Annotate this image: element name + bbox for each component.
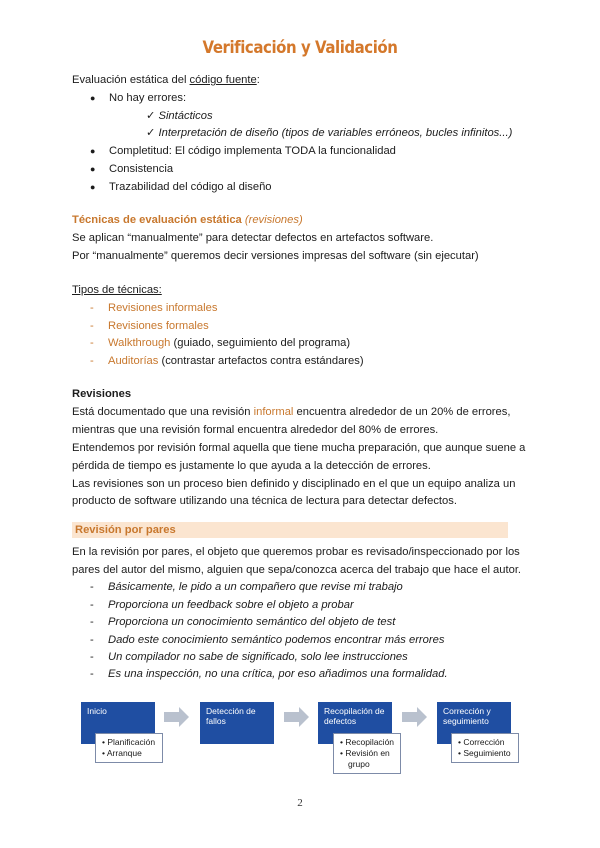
dash-icon: - (90, 651, 94, 663)
text-segment: Está documentado que una revisión (72, 406, 254, 418)
paragraph-line: En la revisión por pares, el objeto que queremos probar es revisado/inspeccionado por los (72, 546, 520, 558)
dash-icon: - (90, 355, 94, 367)
list-item-text: Consistencia (109, 163, 174, 175)
list-item-text: Proporciona un feedback sobre el objeto a probar (108, 599, 354, 611)
list-item (90, 300, 217, 316)
stage-title: Inicio (87, 706, 107, 716)
stage-title-line: Corrección y (443, 706, 491, 716)
paragraph-line: Por “manualmente” queremos decir versiones impresas del software (sin ejecutar) (72, 250, 479, 262)
text-highlight: informal (253, 406, 294, 418)
bullet-icon: • (340, 737, 343, 747)
types-heading: Tipos de técnicas: (72, 284, 162, 296)
stage-title-line: Detección de (206, 706, 256, 716)
bullet-icon: • (102, 737, 105, 747)
paragraph-line: Las revisiones son un proceso bien definido y disciplinado en el que un equipo analiza un (72, 478, 516, 490)
stage-inicio-subitems (95, 733, 163, 763)
heading-italic: (revisiones) (244, 214, 303, 226)
subitem-text: Seguimiento (463, 748, 511, 758)
arrow-right-icon (284, 707, 310, 727)
subitem (458, 737, 514, 748)
section-heading-revisiones: Revisiones (72, 388, 132, 400)
check-item (146, 125, 512, 141)
subitem-text: Planificación (107, 737, 156, 747)
list-item-text: Básicamente, le pido a un compañero que revise mi trabajo (108, 581, 403, 593)
paragraph-line: pares del autor del mismo, alguien que sepa/conozca acerca del trabajo que hace el autor. (72, 564, 522, 576)
list-item (90, 666, 448, 682)
subitem (340, 737, 396, 748)
stage-title-line: defectos (324, 716, 357, 726)
check-item-text: Sintácticos (158, 110, 213, 122)
list-item-name: Auditorías (108, 355, 159, 367)
list-item (90, 179, 272, 195)
checkmark-icon: ✓ (146, 110, 156, 122)
paragraph-line (72, 404, 510, 420)
list-item-desc: (guiado, seguimiento del programa) (170, 337, 351, 349)
intro-line (72, 72, 260, 88)
check-item (146, 108, 213, 124)
check-item-text: Interpretación de diseño (tipos de variables erróneos, bucles infinitos...) (158, 127, 513, 139)
checkmark-icon: ✓ (146, 127, 156, 139)
paragraph-line: mientras que una revisión formal encuentra alrededor del 80% de errores. (72, 424, 439, 436)
arrow-right-icon (402, 707, 428, 727)
bullet-icon: ● (90, 93, 96, 103)
paragraph-line: Entendemos por revisión formal aquella que tiene mucha preparación, que aunque suene a (72, 442, 526, 454)
stage-correccion-subitems (451, 733, 519, 763)
bullet-icon: • (458, 737, 461, 747)
list-item-text: Dado este conocimiento semántico podemos encontrar más errores (108, 634, 445, 646)
paragraph-line: Se aplican “manualmente” para detectar defectos en artefactos software. (72, 232, 434, 244)
subitem-text: Revisión en (345, 748, 390, 758)
page-number: 2 (297, 797, 303, 809)
list-item-text: Trazabilidad del código al diseño (109, 181, 272, 193)
text-segment: encuentra alrededor de un 20% de errores, (293, 406, 511, 418)
stage-title-line: fallos (206, 716, 226, 726)
list-item (90, 597, 354, 613)
section-heading-techniques (72, 212, 303, 228)
stage-title-line: Recopilación de (324, 706, 385, 716)
list-item-text: Es una inspección, no una crítica, por eso añadimos una formalidad. (108, 668, 448, 680)
dash-icon: - (90, 599, 94, 611)
list-item-text: Proporciona un conocimiento semántico del objeto de test (108, 616, 396, 628)
list-item (90, 90, 186, 106)
dash-icon: - (90, 320, 94, 332)
intro-suffix: : (256, 74, 260, 86)
subitem-text-cont: grupo (348, 759, 370, 769)
subitem (458, 748, 514, 759)
dash-icon: - (90, 302, 94, 314)
list-item-desc: (contrastar artefactos contra estándares) (158, 355, 364, 367)
bullet-icon: ● (90, 164, 96, 174)
subitem-text: Corrección (463, 737, 505, 747)
arrow-right-icon (164, 707, 190, 727)
list-item-text: Completitud: El código implementa TODA la funcionalidad (109, 145, 396, 157)
stage-deteccion (200, 702, 274, 744)
list-item (90, 579, 403, 595)
dash-icon: - (90, 337, 94, 349)
stage-title-line: seguimiento (443, 716, 489, 726)
heading-text: Técnicas de evaluación estática (72, 214, 242, 226)
bullet-icon: ● (90, 146, 96, 156)
section-heading-pares: Revisión por pares (75, 524, 176, 536)
list-item (90, 143, 396, 159)
intro-underlined: código fuente (189, 74, 257, 86)
bullet-icon: • (340, 748, 343, 758)
bullet-icon: ● (90, 182, 96, 192)
subitem (340, 748, 396, 759)
subitem-text: Recopilación (345, 737, 395, 747)
list-item (90, 353, 364, 369)
list-item (90, 318, 209, 334)
list-item-name: Walkthrough (108, 337, 171, 349)
list-item (90, 649, 408, 665)
list-item-text: Revisiones formales (108, 320, 209, 332)
dash-icon: - (90, 634, 94, 646)
dash-icon: - (90, 616, 94, 628)
list-item (90, 632, 444, 648)
stage-recopilacion-subitems (333, 733, 401, 774)
list-item-text: Revisiones informales (108, 302, 218, 314)
paragraph-line: pérdida de tiempo es justamente lo que ayuda a la detección de errores. (72, 460, 431, 472)
paragraph-line: producto de software utilizando una técnica de lectura para detectar defectos. (72, 495, 457, 507)
subitem (102, 737, 158, 748)
list-item-text: No hay errores: (109, 92, 187, 104)
page-title: Verificación y Validación (202, 38, 398, 58)
list-item (90, 614, 395, 630)
subitem (102, 748, 158, 759)
intro-prefix: Evaluación estática del (72, 74, 190, 86)
bullet-icon: • (458, 748, 461, 758)
dash-icon: - (90, 668, 94, 680)
bullet-icon: • (102, 748, 105, 758)
list-item (90, 161, 173, 177)
list-item (90, 335, 350, 351)
list-item-text: Un compilador no sabe de significado, solo lee instrucciones (108, 651, 408, 663)
dash-icon: - (90, 581, 94, 593)
subitem-text: Arranque (106, 748, 142, 758)
